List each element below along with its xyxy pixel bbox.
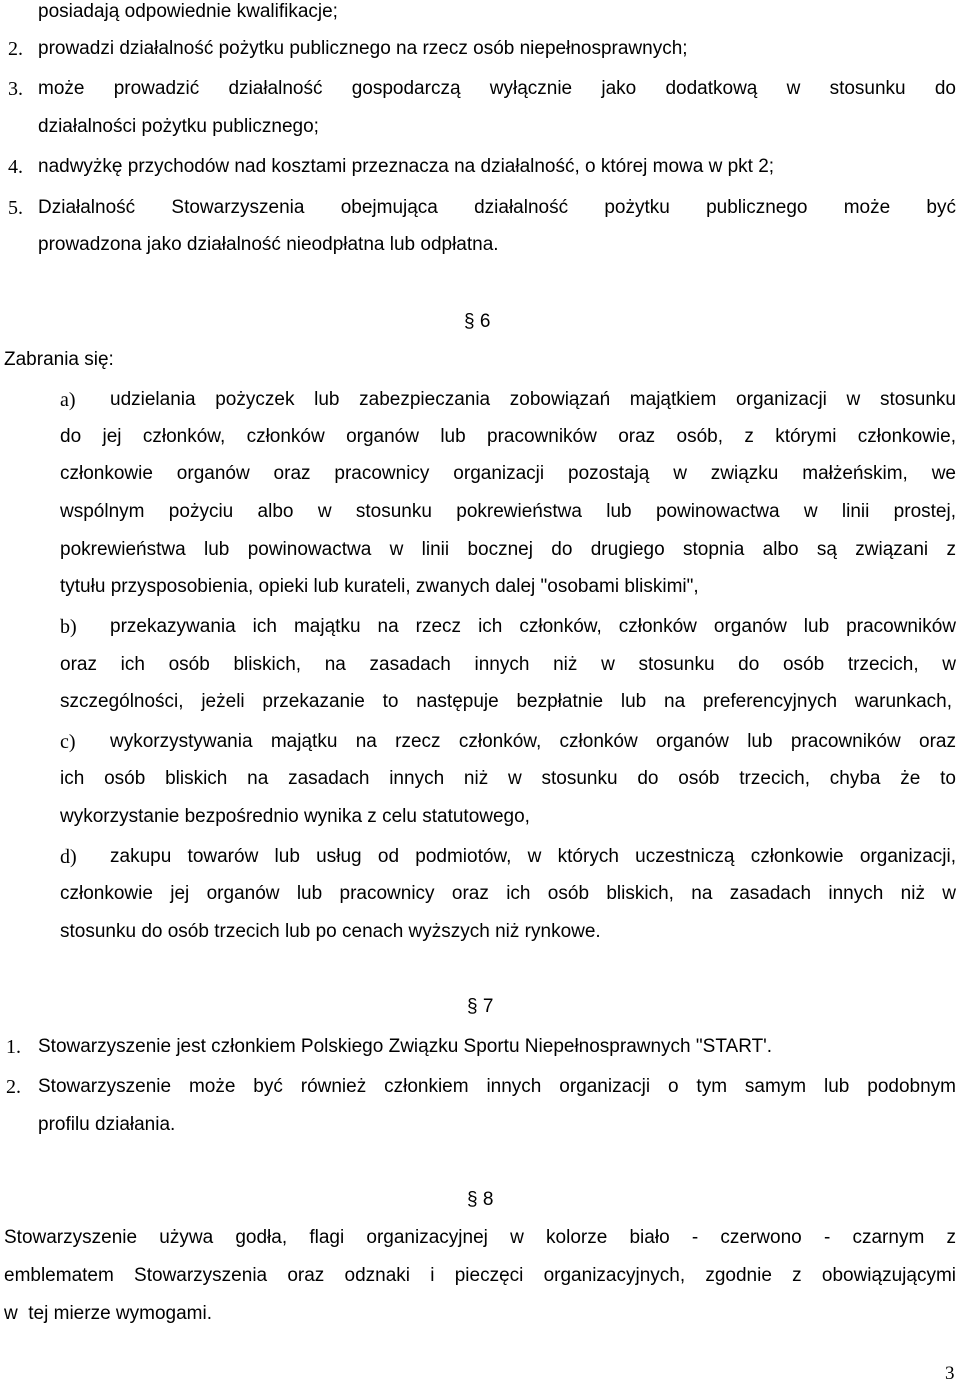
section-7-item-1: Stowarzyszenie jest członkiem Polskiego Związku Sportu Niepełnosprawnych "START'. (38, 1036, 773, 1057)
list-item-3-line-2: działalności pożytku publicznego; (38, 116, 319, 137)
list-item-5-line-1: Działalność Stowarzyszenia obejmująca działalność pożytku publicznego może być (38, 197, 956, 218)
list-item-5-line-2: prowadzona jako działalność nieodpłatna lub odpłatna. (38, 234, 499, 255)
section-7-item-2-line-2: profilu działania. (38, 1114, 176, 1135)
item-b-line-1: przekazywania ich majątku na rzecz ich członków, członków organów lub pracowników (110, 616, 956, 637)
section-8-heading: § 8 (467, 1189, 494, 1210)
item-d-line-1: zakupu towarów lub usług od podmiotów, w których uczestniczą członkowie organizacji, (110, 846, 956, 867)
section-7-number-1: 1. (6, 1036, 21, 1058)
section-7-number-2: 2. (6, 1076, 21, 1098)
section-6-heading: § 6 (464, 311, 491, 332)
item-b-line-3: szczególności, jeżeli przekazanie to następuje bezpłatnie lub na preferencyjnych warunkach, (60, 691, 952, 712)
list-item-4: nadwyżkę przychodów nad kosztami przeznacza na działalność, o której mowa w pkt 2; (38, 156, 775, 177)
item-c-line-2: ich osób bliskich na zasadach innych niż w stosunku do osób trzecich, chyba że to (60, 768, 956, 789)
item-c-label: c) (60, 731, 76, 753)
item-a-line-2: do jej członków, członków organów lub pracowników oraz osób, z którymi członkowie, (60, 426, 956, 447)
item-a-label: a) (60, 389, 76, 411)
section-8-line-2: emblematem Stowarzyszenia oraz odznaki i pieczęci organizacyjnych, zgodnie z obowiązującymi (4, 1265, 956, 1286)
item-a-line-3: członkowie organów oraz pracownicy organizacji pozostają w związku małżeńskim, we (60, 463, 956, 484)
list-number-2: 2. (8, 38, 23, 60)
list-number-5: 5. (8, 197, 23, 219)
section-7-heading: § 7 (467, 996, 494, 1017)
list-number-3: 3. (8, 78, 23, 100)
list-item-1-continuation: posiadają odpowiednie kwalifikacje; (38, 1, 338, 22)
item-d-line-2: członkowie jej organów lub pracownicy oraz ich osób bliskich, na zasadach innych niż w (60, 883, 956, 904)
list-number-4: 4. (8, 156, 23, 178)
item-b-line-2: oraz ich osób bliskich, na zasadach innych niż w stosunku do osób trzecich, w (60, 654, 956, 675)
item-c-line-1: wykorzystywania majątku na rzecz członków, członków organów lub pracowników oraz (110, 731, 956, 752)
item-d-line-3: stosunku do osób trzecich lub po cenach wyższych niż rynkowe. (60, 921, 601, 942)
item-a-line-4: wspólnym pożyciu albo w stosunku pokrewieństwa lub powinowactwa w linii prostej, (60, 501, 956, 522)
item-c-line-3: wykorzystanie bezpośrednio wynika z celu statutowego, (60, 806, 530, 827)
list-item-2: prowadzi działalność pożytku publicznego na rzecz osób niepełnosprawnych; (38, 38, 688, 59)
section-6-intro: Zabrania się: (4, 349, 114, 370)
item-b-label: b) (60, 616, 77, 638)
list-item-3-line-1: może prowadzić działalność gospodarczą wyłącznie jako dodatkową w stosunku do (38, 78, 956, 99)
page-number: 3 (945, 1363, 955, 1384)
item-a-line-1: udzielania pożyczek lub zabezpieczania zobowiązań majątkiem organizacji w stosunku (110, 389, 956, 410)
section-8-line-3: w tej mierze wymogami. (4, 1303, 212, 1324)
item-d-label: d) (60, 846, 77, 868)
item-a-line-5: pokrewieństwa lub powinowactwa w linii bocznej do drugiego stopnia albo są związani z (60, 539, 956, 560)
section-7-item-2-line-1: Stowarzyszenie może być również członkiem innych organizacji o tym samym lub podobnym (38, 1076, 956, 1097)
section-8-line-1: Stowarzyszenie używa godła, flagi organizacyjnej w kolorze biało - czerwono - czarnym z (4, 1227, 956, 1248)
item-a-line-6: tytułu przysposobienia, opieki lub kurateli, zwanych dalej "osobami bliskimi", (60, 576, 699, 597)
